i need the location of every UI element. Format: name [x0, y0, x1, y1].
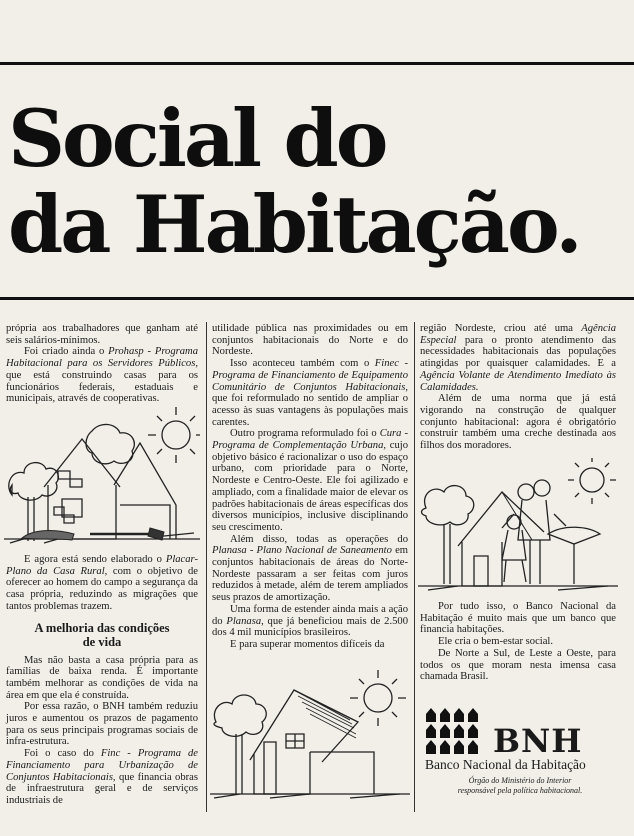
divider-rule [0, 297, 634, 300]
headline-line-1: Social do [8, 92, 386, 185]
brand-name: BNH [493, 722, 583, 760]
brand-org-note: Órgão do Ministério do Interior responsável pela política habitacional. [457, 776, 583, 795]
col1-paragraph-4: Mas não basta a casa própria para as famílias de baixa renda. É importante também melhorar as condições de vida na área em que ela é construída. [6, 654, 198, 701]
col1-paragraph-5: Por essa razão, o BNH também reduziu juros e aumentou os prazos de pagamento para os seus principais programas sociais de infra-estrutura. [6, 701, 198, 748]
column-divider-2 [414, 322, 415, 812]
top-rule [0, 62, 634, 65]
subheading-line-1: A melhoria das condições [34, 620, 170, 635]
column-1-continued [6, 554, 198, 807]
headline [8, 92, 580, 271]
col3-paragraph-3: Por tudo isso, o Banco Nacional da Habitação é muito mais que um banco que financia habitações. [420, 601, 616, 636]
col3-paragraph-4: De Norte a Sul, de Leste a Oeste, para todos os que moram nesta imensa casa chamada Brasil. [420, 647, 616, 683]
bnh-logo-icon [424, 706, 484, 756]
col1-paragraph-2: Foi criado ainda o Prohasp - Programa Habitacional para os Servidores Públicos, que está construindo casas para os funcionários federais, estaduais e municipais, através de cooperativas. [6, 346, 199, 405]
col3-paragraph-5: Ele cria o bem-estar social. [438, 636, 554, 648]
headline-line-2: da Habitação. [8, 178, 580, 271]
col2-paragraph-1: utilidade pública nas proximidades ou em conjuntos habitacionais do Norte e do Nordeste. [212, 323, 408, 358]
col1-paragraph-1: própria aos trabalhadores que ganham até seis salários-mínimos. [6, 323, 198, 346]
column-divider-1 [206, 322, 207, 812]
brand-full-name: Banco Nacional da Habitação [425, 757, 586, 772]
col2-paragraph-4: Além disso, todas as operações do Planasa - Plano Nacional de Saneamento em conjuntos habitacionais de áreas do Norte-Nordeste passaram a ser feitas com juros reduzidos à metade, além de terem ampliados seus prazos de amortização. [212, 533, 409, 604]
col3-paragraph-2: Além de uma norma que já está vigorando na construção de qualquer conjunto habitacional: agora é obrigatório construir também uma creche destinada aos filhos dos moradores. [420, 393, 616, 452]
column-1 [6, 323, 198, 405]
family-house-illustration [418, 458, 618, 592]
col2-paragraph-5: Uma forma de estender ainda mais a ação do Planasa, que já beneficiou mais de 2.500 dos 4 mil municípios brasileiros. [212, 603, 408, 639]
col2-paragraph-3: Outro programa reformulado foi o Cura - Programa de Complementação Urbana, cujo objetivo básico é racionalizar o uso do espaço urbano, com prioridade para o Norte, Nordeste e Centro-Oeste. Ele foi agilizado e ampliado, com a finalidade maior de elevar os padrões habitacionais de áreas específicas dos diversos municípios, inclusive disciplinando seu crescimento. [212, 428, 408, 533]
subheading-line-2: de vida [82, 634, 122, 649]
col2-paragraph-6: E para superar momentos difíceis da [230, 638, 385, 650]
section-subheading [6, 621, 198, 649]
col1-paragraph-6: Foi o caso do Finc - Programa de Financiamento para Urbanização de Conjuntos Habitacionais, que financia obras de infraestrutura geral e de serviços industriais de [6, 748, 198, 806]
village-house-illustration [210, 664, 410, 800]
column-3-continued [420, 601, 616, 683]
column-2 [212, 323, 408, 651]
col3-paragraph-1: região Nordeste, criou até uma Agência Especial para o pronto atendimento das necessidades habitacionais das populações atingidas por quaisquer calamidades. E a Agência Volante de Atendimento Imediato às Calamidades. [420, 323, 616, 393]
col1-paragraph-3: E agora está sendo elaborado o Placar- Plano da Casa Rural, com o objetivo de oferecer ao homem do campo a segurança da casa própria, reduzindo as migrações que tantos problemas trazem. [6, 554, 198, 612]
column-3 [420, 323, 616, 452]
shovel-illustration [20, 522, 170, 542]
col2-paragraph-2: Isso aconteceu também com o Finec - Programa de Financiamento de Equipamento Comunitário de Conjuntos Habitacionais, que foi reformulado no sentido de ampliar o acesso às suas vantagens às populações mais carentes. [212, 358, 408, 428]
